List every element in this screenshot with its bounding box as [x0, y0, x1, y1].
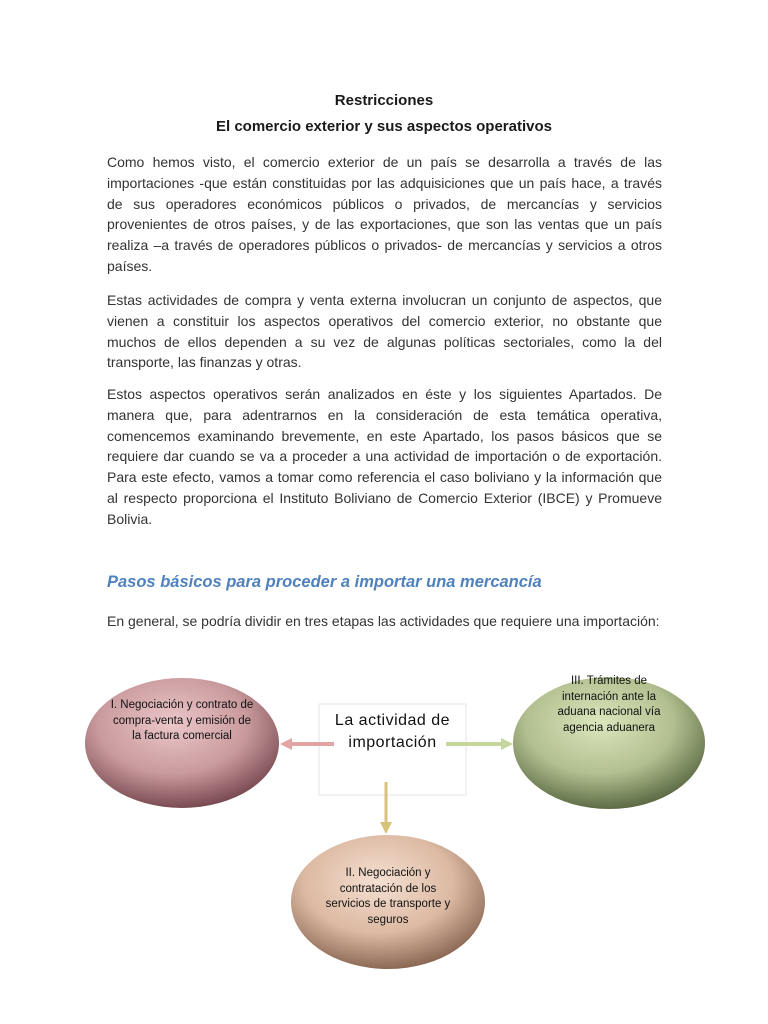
- section-intro: En general, se podría dividir en tres etapas las actividades que requiere una importación:: [107, 613, 660, 629]
- node-3-label: III. Trámites de internación ante la aduana nacional vía agencia aduanera: [557, 675, 661, 734]
- paragraph-1: Como hemos visto, el comercio exterior de un país se desarrolla a través de las importaciones -que están constituidas por las adquisiciones que un país hace, a través de sus operadores económicos públicos o privados, de mercancías y servicios provenientes de otros países, y de las exportaciones, que son las ventas que un país realiza –a través de operadores públicos o privados- de mercancías y servicios a otros países.: [107, 154, 662, 274]
- node-1-label: I. Negociación y contrato de compra-venta y emisión de la factura comercial: [110, 699, 254, 742]
- section-heading: Pasos básicos para proceder a importar una mercancía: [107, 573, 542, 591]
- diagram-center-label: La actividad de importación: [334, 712, 451, 751]
- page-title: Restricciones: [334, 92, 434, 109]
- paragraph-2: Estas actividades de compra y venta externa involucran un conjunto de aspectos, que vienen a constituir los aspectos operativos del comercio exterior, no obstante que muchos de ellos dependen a su vez de algunas políticas sectoriales, como la del transporte, las finanzas y otras.: [107, 292, 662, 371]
- node-2-label: II. Negociación y contratación de los servicios de transporte y seguros: [325, 867, 451, 926]
- paragraph-3: Estos aspectos operativos serán analizados en éste y los siguientes Apartados. De manera que, para adentrarnos en la consideración de esta temática operativa, comencemos examinando brevemente, en este Apartado, los pasos básicos que se requiere dar cuando se va a proceder a una actividad de importación o de exportación. Para este efecto, vamos a tomar como referencia el caso boliviano y la información que al respecto proporciona el Instituto Boliviano de Comercio Exterior (IBCE) y Promueve Bolivia.: [107, 386, 662, 527]
- page-subtitle: El comercio exterior y sus aspectos operativos: [216, 118, 552, 135]
